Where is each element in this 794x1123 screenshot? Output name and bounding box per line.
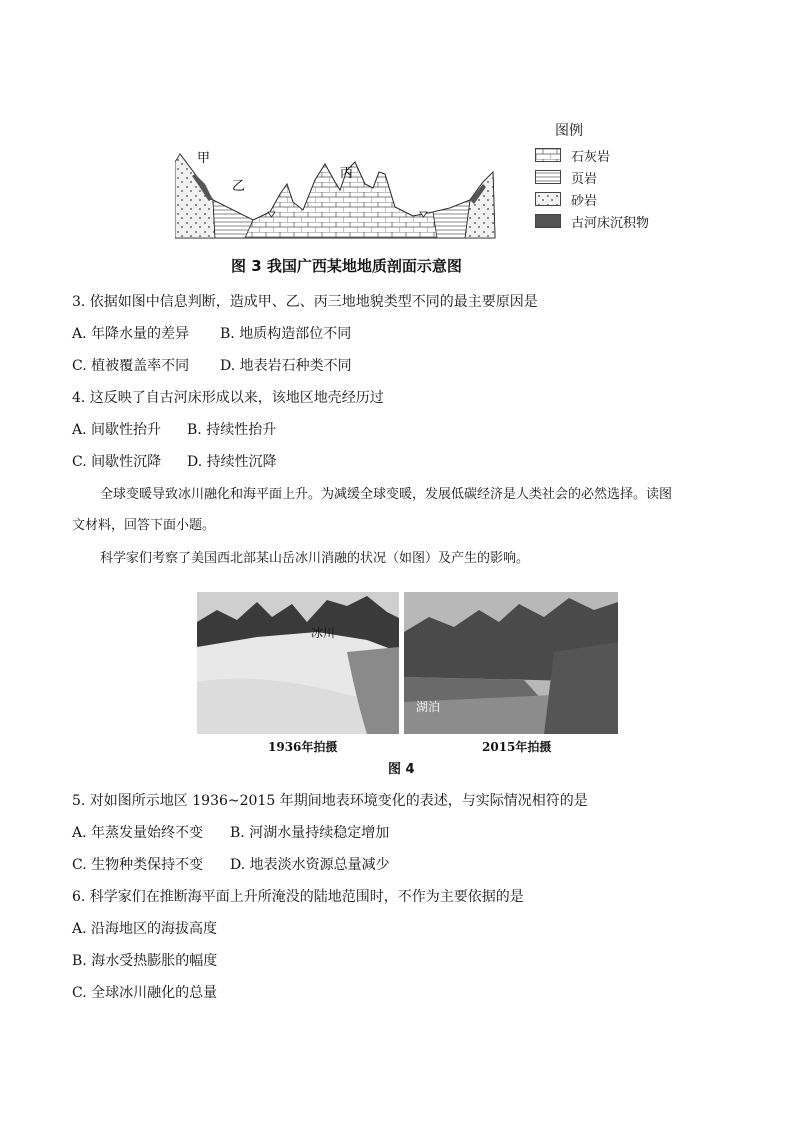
sandstone-swatch [535, 192, 561, 206]
legend-label: 页岩 [571, 172, 598, 187]
intro-paragraph-2: 科学家们考察了美国西北部某山岳冰川消融的状况（如图）及产生的影响。 [100, 551, 530, 566]
glacier-photo-image [197, 592, 399, 734]
figure-3 [175, 112, 680, 242]
riverbed-deposit-swatch [535, 214, 561, 228]
q5-option-c: C. 生物种类保持不变 [72, 857, 204, 873]
question-4-options-cd [72, 453, 277, 471]
shale-swatch [535, 170, 561, 184]
photo-2015-lake [404, 592, 618, 734]
figure-3-caption: 图 3 我国广西某地地质剖面示意图 [231, 257, 462, 275]
question-3-options-cd [72, 357, 352, 375]
q4-option-b: B. 持续性抬升 [187, 422, 277, 438]
lake-label: 湖泊 [416, 700, 441, 714]
geologic-cross-section-diagram [175, 112, 505, 240]
q3-option-b: B. 地质构造部位不同 [220, 326, 352, 342]
q4-option-d: D. 持续性沉降 [187, 454, 277, 470]
q3-option-c: C. 植被覆盖率不同 [72, 358, 190, 374]
glacier-label: 冰川 [311, 626, 336, 640]
question-3-stem: 3. 依据如图中信息判断，造成甲、乙、丙三地地貌类型不同的最主要原因是 [72, 294, 538, 310]
legend-label: 石灰岩 [571, 150, 611, 165]
photo-1936-glacier [197, 592, 399, 734]
legend-label: 古河床沉积物 [571, 216, 650, 231]
question-4-stem: 4. 这反映了自古河床形成以来，该地区地壳经历过 [72, 390, 384, 406]
q5-option-b: B. 河湖水量持续稳定增加 [230, 825, 390, 841]
figure-4-caption: 图 4 [388, 762, 415, 777]
q5-option-a: A. 年蒸发量始终不变 [72, 825, 204, 841]
question-3-options-ab [72, 325, 351, 343]
q4-option-c: C. 间歇性沉降 [72, 454, 162, 470]
q4-option-a: A. 间歇性抬升 [72, 422, 162, 438]
limestone-swatch [535, 148, 561, 162]
intro-paragraph-1-line-2: 文材料，回答下面小题。 [72, 518, 216, 533]
question-5-options-ab [72, 824, 389, 842]
question-5-stem: 5. 对如图所示地区 1936~2015 年期间地表环境变化的表述，与实际情况相符的是 [72, 793, 588, 809]
label-jia: 甲 [197, 151, 211, 166]
q6-option-c: C. 全球冰川融化的总量 [72, 985, 218, 1001]
q3-option-d: D. 地表岩石种类不同 [220, 358, 352, 374]
legend-title: 图例 [555, 123, 583, 139]
q5-option-d: D. 地表淡水资源总量减少 [230, 857, 390, 873]
photo-2015-caption: 2015年拍摄 [482, 740, 552, 754]
q3-option-a: A. 年降水量的差异 [72, 326, 190, 342]
question-4-options-ab [72, 421, 276, 439]
photo-1936-caption: 1936年拍摄 [268, 740, 338, 754]
legend-label: 砂岩 [571, 194, 598, 209]
intro-paragraph-1-line-1: 全球变暖导致冰川融化和海平面上升。为减缓全球变暖，发展低碳经济是人类社会的必然选择。读图 [100, 487, 673, 502]
question-6-stem: 6. 科学家们在推断海平面上升所淹没的陆地范围时，不作为主要依据的是 [72, 889, 524, 905]
label-yi: 乙 [232, 179, 246, 194]
q6-option-b: B. 海水受热膨胀的幅度 [72, 953, 218, 969]
q6-option-a: A. 沿海地区的海拔高度 [72, 921, 218, 937]
label-bing: 丙 [340, 166, 354, 181]
question-5-options-cd [72, 856, 390, 874]
